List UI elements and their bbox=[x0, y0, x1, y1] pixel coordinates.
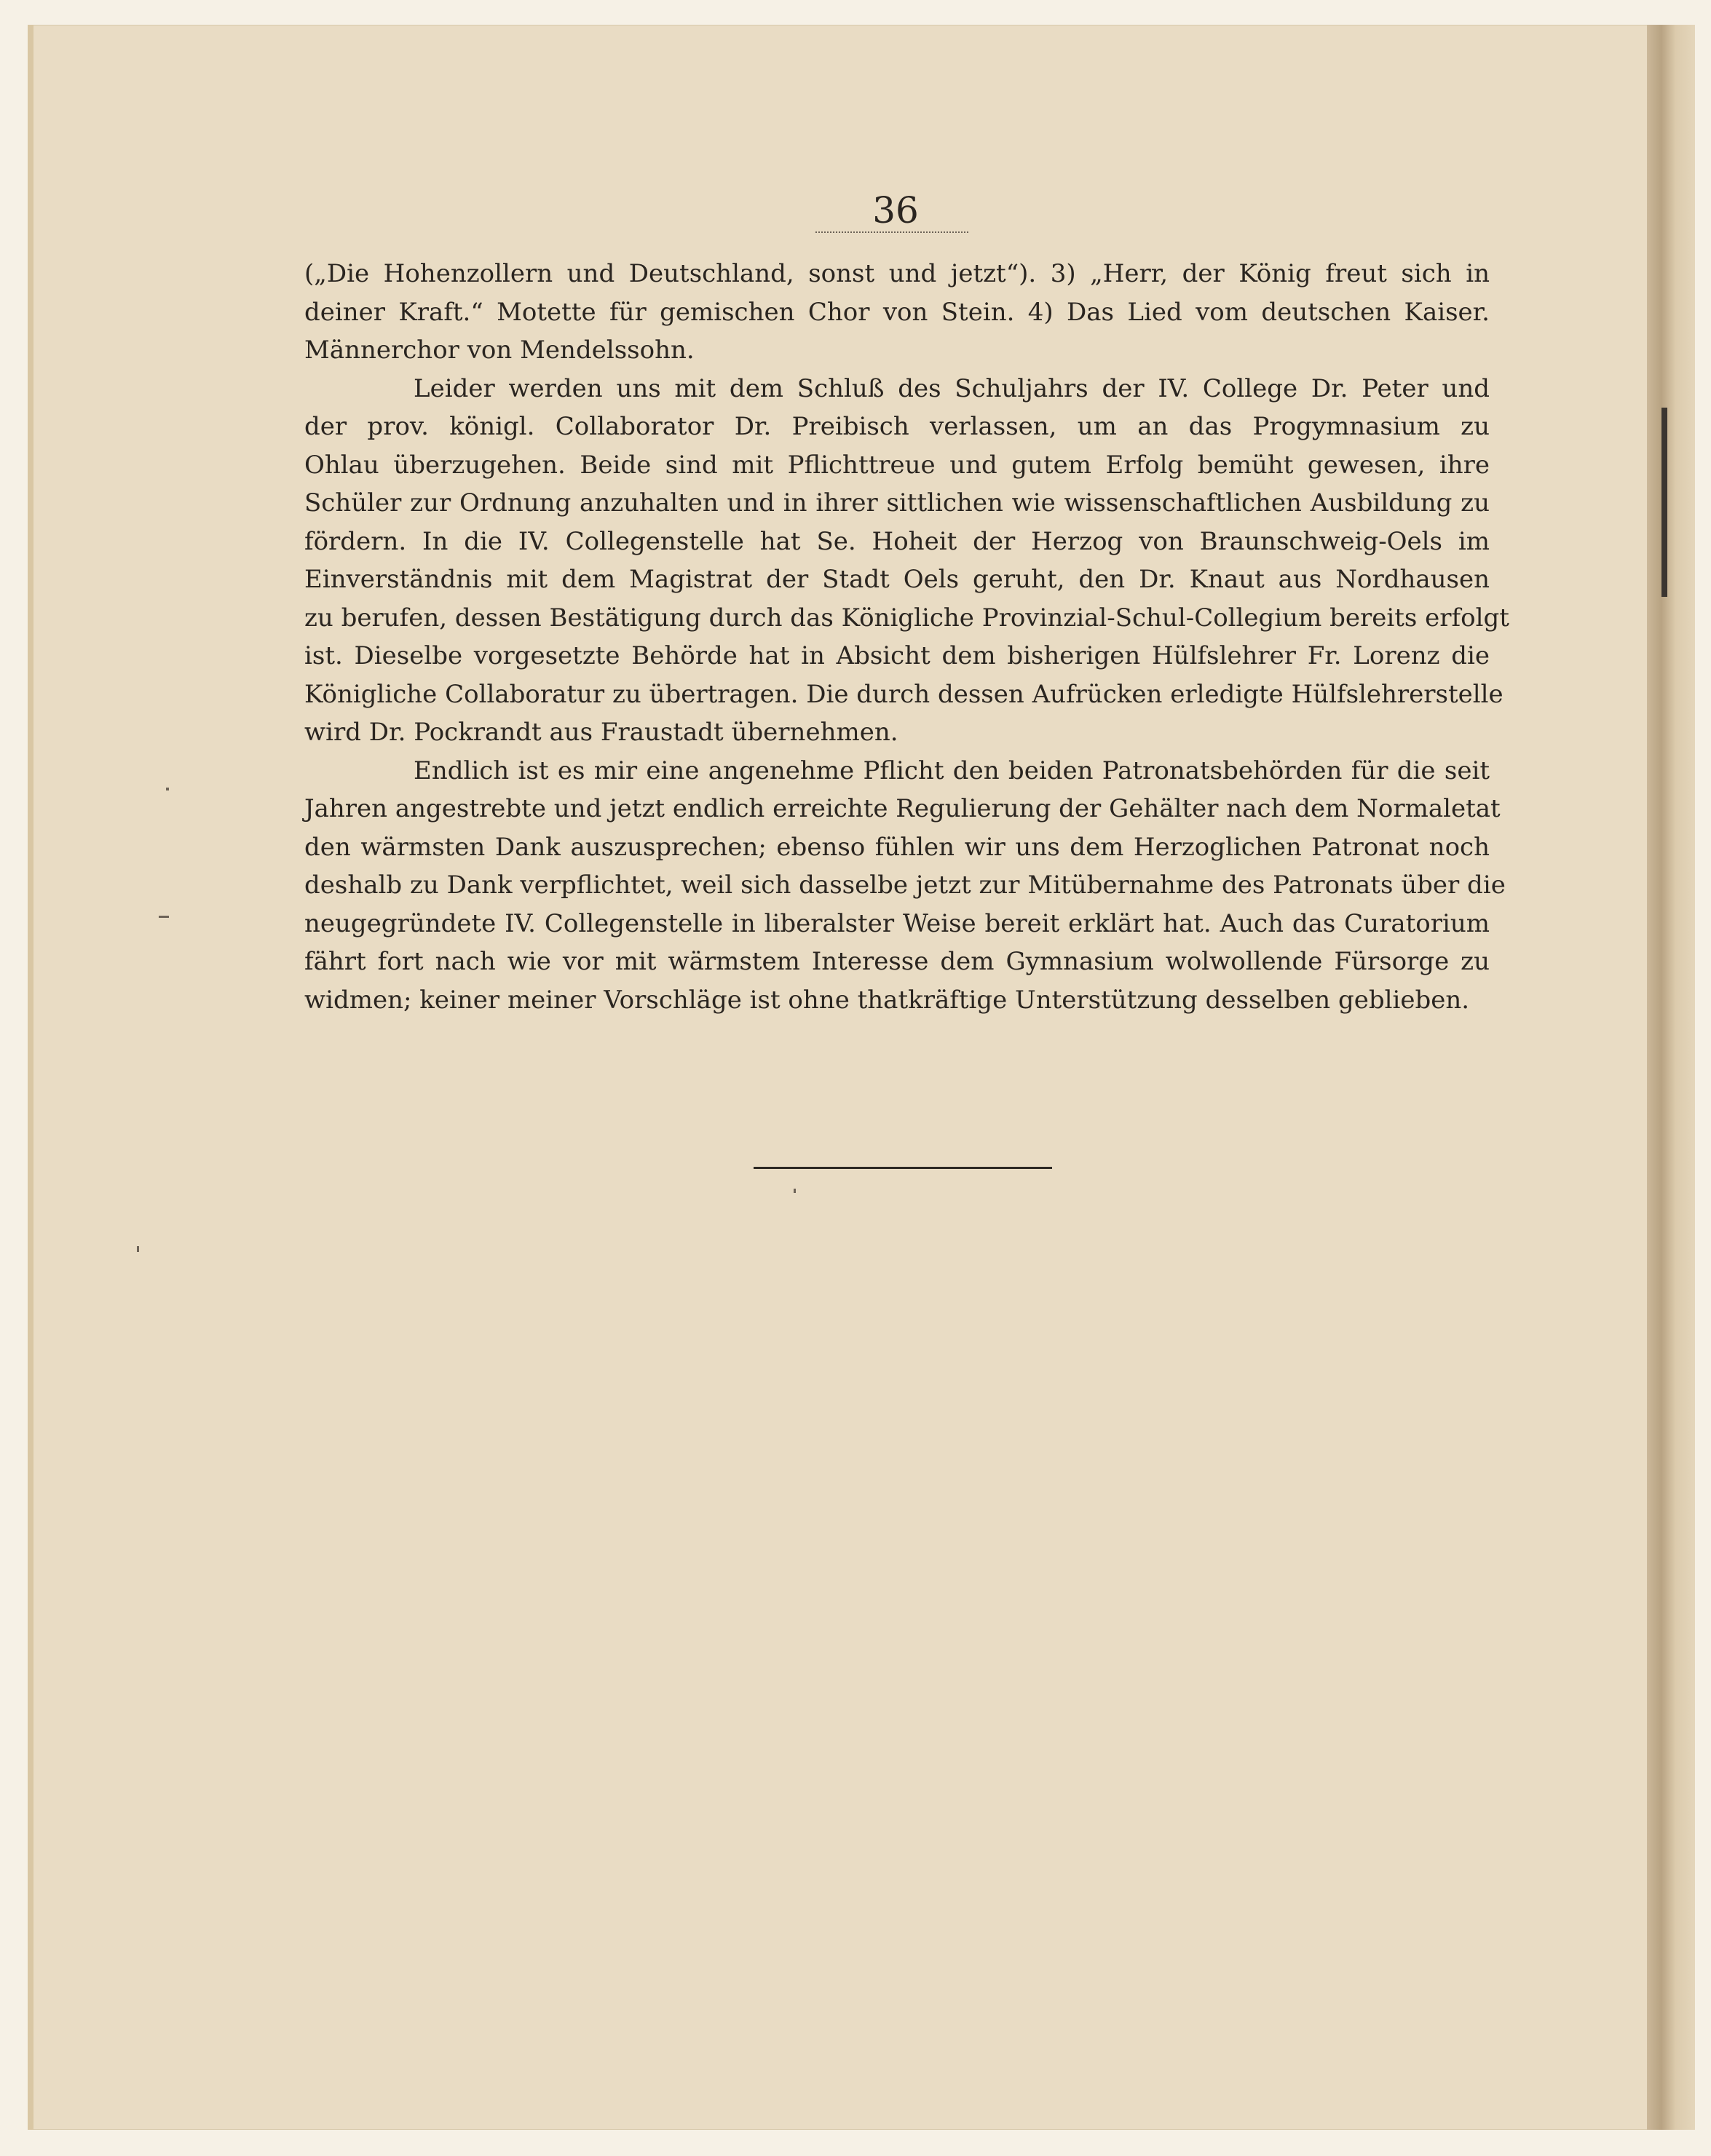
text-line: Ohlau überzugehen. Beide sind mit Pflichttreue und gutem Erfolg bemüht gewesen, ihre bbox=[304, 450, 1490, 480]
text-line: Leider werden uns mit dem Schluß des Schuljahrs der IV. College Dr. Peter und bbox=[414, 373, 1490, 403]
text-line: ist. Dieselbe vorgesetzte Behörde hat in Absicht dem bisherigen Hülfslehrer Fr. Lorenz die bbox=[304, 641, 1490, 670]
scan-speck bbox=[137, 1246, 139, 1252]
text-line: Einverständnis mit dem Magistrat der Stadt Oels geruht, den Dr. Knaut aus Nordhausen bbox=[304, 565, 1490, 594]
text-line: Königliche Collaboratur zu übertragen. Die durch dessen Aufrücken erledigte Hülfslehrerstelle bbox=[304, 679, 1503, 709]
text-line: den wärmsten Dank auszusprechen; ebenso fühlen wir uns dem Herzoglichen Patronat noch bbox=[304, 832, 1490, 862]
text-line: Männerchor von Mendelssohn. bbox=[304, 336, 695, 365]
text-line: fährt fort nach wie vor mit wärmstem Interesse dem Gymnasium wolwollende Fürsorge zu bbox=[304, 947, 1490, 976]
scan-speck bbox=[166, 788, 169, 790]
text-line: fördern. In die IV. Collegenstelle hat Se. Hoheit der Herzog von Braunschweig-Oels im bbox=[304, 526, 1490, 556]
closing-rule bbox=[754, 1167, 1052, 1169]
gutter-shadow bbox=[1661, 408, 1667, 597]
page-edge bbox=[28, 25, 33, 2130]
text-line: wird Dr. Pockrandt aus Fraustadt übernehmen. bbox=[304, 718, 898, 747]
text-line: deiner Kraft.“ Motette für gemischen Chor von Stein. 4) Das Lied vom deutschen Kaiser. bbox=[304, 297, 1490, 327]
page-number: 36 bbox=[872, 189, 919, 231]
text-line: („Die Hohenzollern und Deutschland, sonst und jetzt“). 3) „Herr, der König freut sich in bbox=[304, 259, 1490, 288]
scan-speck bbox=[159, 916, 169, 918]
text-line: Endlich ist es mir eine angenehme Pflicht den beiden Patronatsbehörden für die seit bbox=[414, 756, 1490, 785]
paragraph-2 bbox=[304, 370, 1509, 752]
body-text bbox=[304, 255, 1509, 1019]
page-number-ornament bbox=[815, 231, 968, 233]
text-line: der prov. königl. Collaborator Dr. Preibisch verlassen, um an das Progymnasium zu bbox=[304, 412, 1490, 441]
text-line: zu berufen, dessen Bestätigung durch das Königliche Provinzial-Schul-Collegium bereits erfolgt bbox=[304, 603, 1509, 633]
text-line: neugegründete IV. Collegenstelle in liberalster Weise bereit erklärt hat. Auch das Curatorium bbox=[304, 908, 1490, 938]
paragraph-3 bbox=[304, 752, 1506, 1020]
book-gutter bbox=[1647, 25, 1695, 2130]
text-line: Schüler zur Ordnung anzuhalten und in ihrer sittlichen wie wissenschaftlichen Ausbildung zu bbox=[304, 488, 1490, 518]
text-line: Jahren angestrebte und jetzt endlich erreichte Regulierung der Gehälter nach dem Normaletat bbox=[304, 794, 1501, 823]
text-line: deshalb zu Dank verpflichtet, weil sich dasselbe jetzt zur Mitübernahme des Patronats über die bbox=[304, 871, 1506, 900]
text-line: widmen; keiner meiner Vorschläge ist ohne thatkräftige Unterstützung desselben geblieben. bbox=[304, 985, 1470, 1015]
paragraph-1 bbox=[304, 255, 1490, 370]
scan-speck bbox=[794, 1189, 796, 1193]
